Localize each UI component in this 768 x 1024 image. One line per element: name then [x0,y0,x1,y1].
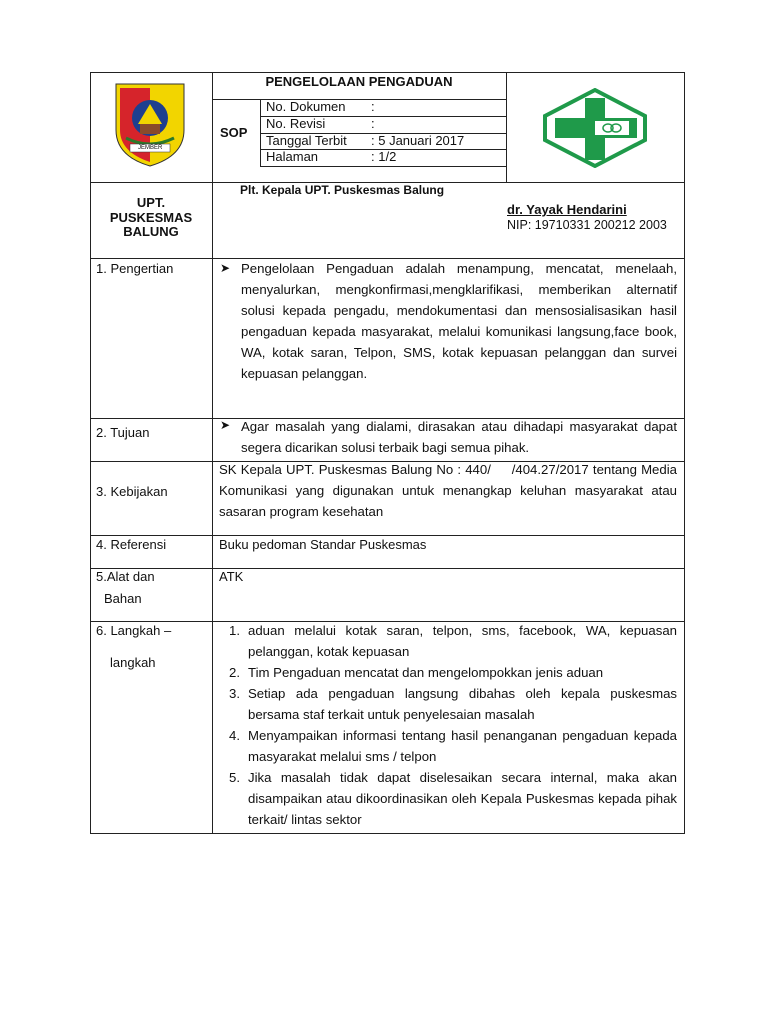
step-text: Menyampaikan informasi tentang hasil penanganan pengaduan kepada masyarakat melalui sms / telpon [248,728,677,764]
step-number: 1. [229,623,240,638]
bullet-arrow-icon: ➤ [220,261,231,275]
section-label-alat-line2: Bahan [104,591,142,606]
unit-line: PUSKESMAS [109,209,193,225]
puskesmas-cross-logo [541,88,649,168]
step-number: 2. [229,665,240,680]
doc-row-value: : 1/2 [371,149,397,164]
section-label-langkah-line2: langkah [110,655,156,670]
signatory-nip: NIP: 19710331 200212 2003 [507,218,667,232]
section-label-alat-line1: 5.Alat dan [96,569,155,584]
doc-row-value: : [371,99,375,114]
step-text: Setiap ada pengaduan langsung dibahas oleh kepala puskesmas bersama staf terkait untuk penyelesaian masalah [248,686,677,722]
step-text: Jika masalah tidak dapat diselesaikan secara internal, maka akan disampaikan atau dikoordinasikan oleh Kepala Puskesmas kepada pihak terkait/ lintas sektor [248,770,677,827]
pengertian-text: Pengelolaan Pengaduan adalah menampung, mencatat, menelaah, menyalurkan, mengkonfirmasi,mengklarifikasi, memberikan alternatif solusi kepada pengadu, mendokumentasi dan mensosialisasikan hasil pengaduan kepada masyarakat, melalui komunikasi langsung,face book, WA, kotak saran, Telpon, SMS, kotak kepuasan pelanggan dan survei kepuasan pelanggan. [241,261,677,381]
unit-line: BALUNG [123,224,179,239]
alat-text: ATK [219,569,244,584]
signatory-title: Plt. Kepala UPT. Puskesmas Balung [240,183,445,197]
list-item [219,620,677,662]
section-label-kebijakan: 3. Kebijakan [96,484,168,499]
bullet-arrow-icon: ➤ [220,418,231,432]
doc-row-label: No. Revisi [266,116,326,131]
unit-line: UPT. [136,195,166,210]
doc-row-value: : [371,116,375,131]
step-number: 5. [229,770,240,785]
doc-row-label: No. Dokumen [266,99,346,114]
list-item [219,683,677,725]
langkah-steps-list [219,620,677,830]
doc-row-value: : 5 Januari 2017 [371,133,465,148]
signatory-name: dr. Yayak Hendarini [507,202,627,217]
step-number: 4. [229,728,240,743]
emblem-banner-text: JEMBER [138,145,163,151]
list-item [219,662,677,683]
referensi-text: Buku pedoman Standar Puskesmas [219,537,427,552]
step-text: Tim Pengaduan mencatat dan mengelompokkan jenis aduan [248,665,604,680]
unit-name [90,196,212,240]
tujuan-text: Agar masalah yang dialami, dirasakan atau dihadapi masyarakat dapat segera dicarikan solusi terbaik bagi semua pihak. [241,419,677,455]
step-text: aduan melalui kotak saran, telpon, sms, facebook, WA, kepuasan pelanggan, kotak kepuasan [248,623,677,659]
document-title: PENGELOLAAN PENGADUAN [265,74,453,89]
jember-emblem-logo [104,78,196,170]
section-label-tujuan: 2. Tujuan [96,425,150,440]
list-item [219,725,677,767]
doc-row-label: Tanggal Terbit [266,133,347,148]
section-label-pengertian: 1. Pengertian [96,261,174,276]
list-item [219,767,677,830]
step-number: 3. [229,686,240,701]
section-label-referensi: 4. Referensi [96,537,167,552]
sop-label: SOP [220,125,248,140]
section-label-langkah-line1: 6. Langkah – [96,623,172,638]
kebijakan-text: SK Kepala UPT. Puskesmas Balung No : 440/ /404.27/2017 tentang Media Komunikasi yang digunakan untuk menangkap keluhan masyarakat atau sasaran program kesehatan [219,462,681,519]
doc-row-label: Halaman [266,149,319,164]
